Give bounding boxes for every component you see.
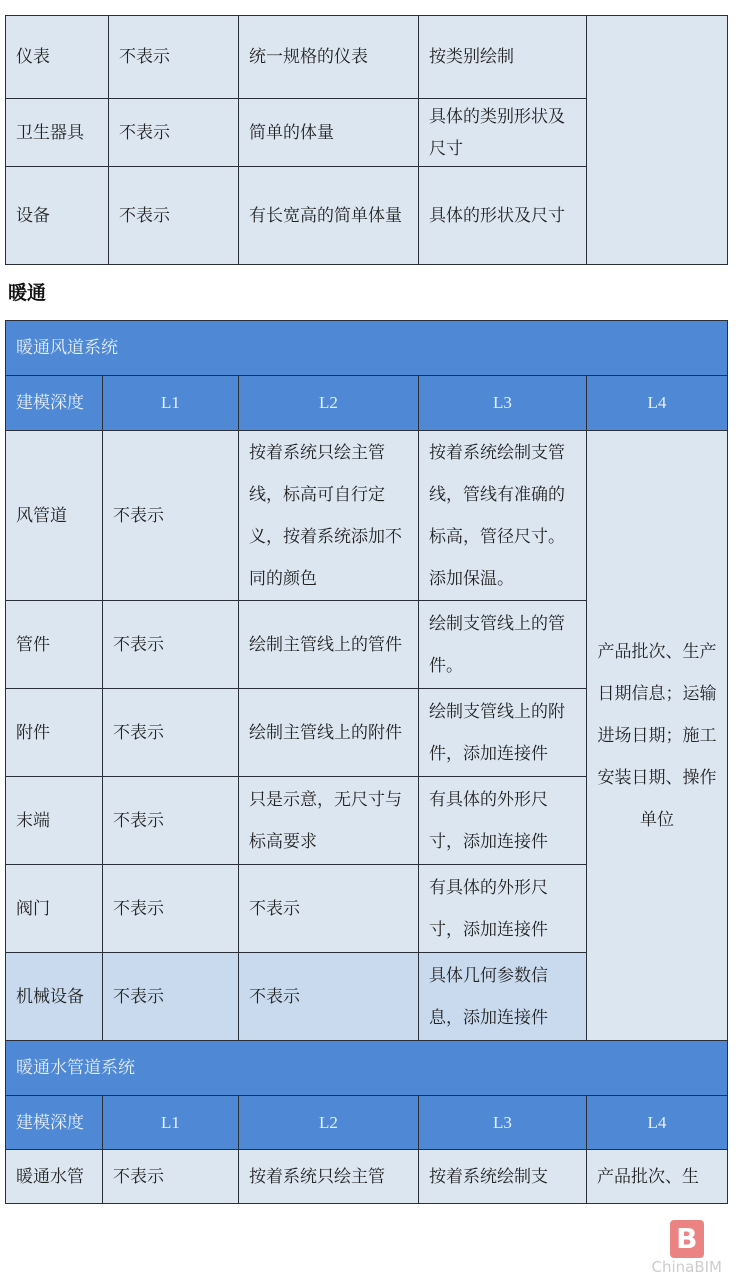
watermark [651, 1220, 722, 1276]
cell-l2: 统一规格的仪表 [239, 16, 419, 99]
chinabim-logo-icon: B [670, 1220, 704, 1258]
cell-l3: 具体的形状及尺寸 [419, 167, 587, 265]
cell-l4: 产品批次、生产日期信息；运输进场日期；施工安装日期、操作单位 [587, 431, 728, 1041]
cell-l2: 绘制主管线上的管件 [239, 601, 419, 689]
row-name: 机械设备 [6, 953, 103, 1041]
row-name: 卫生器具 [6, 99, 109, 167]
water-system-title: 暖通水管道系统 [6, 1041, 728, 1096]
cell-l1: 不表示 [103, 601, 239, 689]
cell-l3: 按着系统绘制支管线，管线有准确的标高，管径尺寸。添加保温。 [419, 431, 587, 601]
row-name: 风管道 [6, 431, 103, 601]
row-name: 暖通水管 [6, 1150, 103, 1204]
header-row [6, 1096, 728, 1150]
row-name: 阀门 [6, 865, 103, 953]
section-title: 暖通 [8, 282, 47, 304]
cell-l1: 不表示 [109, 99, 239, 167]
cell-l3: 绘制支管线上的附件，添加连接件 [419, 689, 587, 777]
cell-l3: 有具体的外形尺寸，添加连接件 [419, 865, 587, 953]
header-row [6, 376, 728, 431]
cell-l3: 有具体的外形尺寸，添加连接件 [419, 777, 587, 865]
row-name: 设备 [6, 167, 109, 265]
header-depth: 建模深度 [6, 376, 103, 431]
cell-l3: 按着系统绘制支 [419, 1150, 587, 1204]
cell-l3: 具体几何参数信息，添加连接件 [419, 953, 587, 1041]
cell-l2: 只是示意，无尺寸与标高要求 [239, 777, 419, 865]
header-l2: L2 [239, 1096, 419, 1150]
table-row [6, 431, 728, 601]
cell-l2: 不表示 [239, 865, 419, 953]
header-depth: 建模深度 [6, 1096, 103, 1150]
header-l4: L4 [587, 376, 728, 431]
header-l1: L1 [103, 1096, 239, 1150]
cell-l2: 简单的体量 [239, 99, 419, 167]
row-name: 末端 [6, 777, 103, 865]
cell-l1: 不表示 [109, 167, 239, 265]
cell-l1: 不表示 [103, 1150, 239, 1204]
cell-l1: 不表示 [103, 865, 239, 953]
header-l3: L3 [419, 376, 587, 431]
cell-l3: 具体的类别形状及尺寸 [419, 99, 587, 167]
cell-l4: 产品批次、生 [587, 1150, 728, 1204]
cell-l1: 不表示 [103, 777, 239, 865]
table-row [6, 1150, 728, 1204]
cell-l3: 按类别绘制 [419, 16, 587, 99]
cell-l1: 不表示 [103, 689, 239, 777]
duct-system-title: 暖通风道系统 [6, 321, 728, 376]
header-l1: L1 [103, 376, 239, 431]
cell-l4-empty [587, 16, 728, 265]
plumbing-table [5, 15, 728, 265]
cell-l2: 不表示 [239, 953, 419, 1041]
cell-l1: 不表示 [109, 16, 239, 99]
header-l3: L3 [419, 1096, 587, 1150]
header-l4: L4 [587, 1096, 728, 1150]
table-row [6, 16, 728, 99]
watermark-text: ChinaBIM [651, 1258, 722, 1276]
cell-l1: 不表示 [103, 431, 239, 601]
row-name: 附件 [6, 689, 103, 777]
cell-l3: 绘制支管线上的管件。 [419, 601, 587, 689]
cell-l2: 绘制主管线上的附件 [239, 689, 419, 777]
row-name: 仪表 [6, 16, 109, 99]
header-l2: L2 [239, 376, 419, 431]
cell-l2: 按着系统只绘主管线，标高可自行定义，按着系统添加不同的颜色 [239, 431, 419, 601]
cell-l2: 按着系统只绘主管 [239, 1150, 419, 1204]
row-name: 管件 [6, 601, 103, 689]
hvac-duct-table [5, 320, 728, 1204]
cell-l1: 不表示 [103, 953, 239, 1041]
cell-l2: 有长宽高的简单体量 [239, 167, 419, 265]
